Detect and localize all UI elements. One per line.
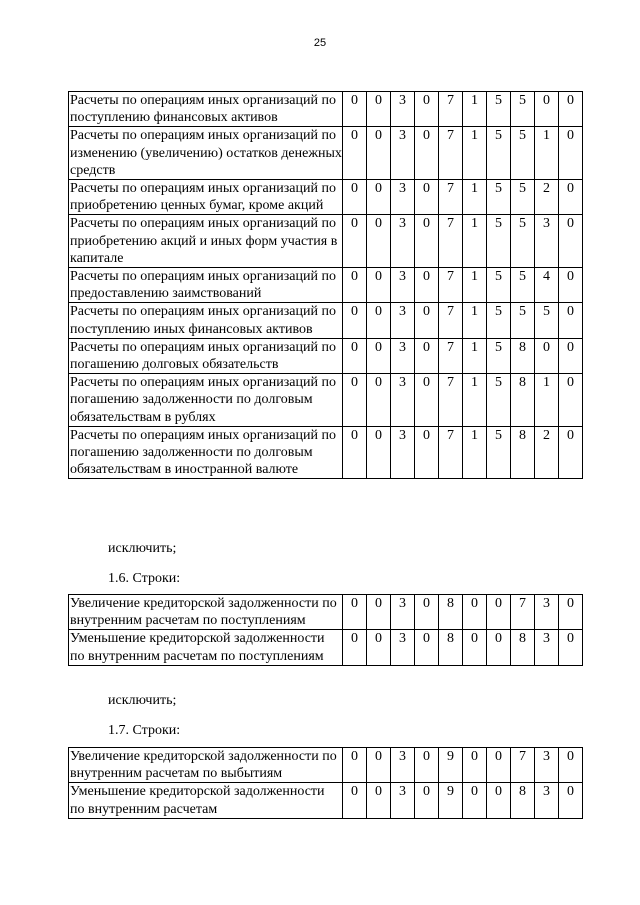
code-digit: 0 (343, 748, 367, 783)
code-digit: 8 (439, 595, 463, 630)
code-digit: 1 (463, 338, 487, 373)
code-digit: 0 (559, 215, 583, 268)
code-digit: 3 (391, 303, 415, 338)
code-digit: 0 (343, 127, 367, 180)
code-digit: 0 (343, 374, 367, 427)
code-digit: 0 (415, 268, 439, 303)
code-digit: 0 (559, 268, 583, 303)
code-digit: 1 (463, 426, 487, 479)
row-label: Расчеты по операциям иных организаций по приобретению ценных бумаг, кроме акций (69, 180, 343, 215)
code-digit: 5 (487, 180, 511, 215)
code-digit: 7 (439, 303, 463, 338)
row-label: Расчеты по операциям иных организаций по погашению задолженности по долговым обязательствам в рублях (69, 374, 343, 427)
code-digit: 3 (391, 426, 415, 479)
code-digit: 9 (439, 748, 463, 783)
table-row (69, 180, 583, 215)
code-digit: 0 (343, 303, 367, 338)
code-digit: 0 (367, 630, 391, 665)
code-digit: 0 (343, 338, 367, 373)
codes-table-3 (68, 747, 583, 819)
code-digit: 3 (391, 215, 415, 268)
code-digit: 7 (439, 215, 463, 268)
code-digit: 5 (511, 303, 535, 338)
code-digit: 3 (391, 595, 415, 630)
code-digit: 0 (559, 180, 583, 215)
row-label: Расчеты по операциям иных организаций по погашению задолженности по долговым обязательствам в иностранной валюте (69, 426, 343, 479)
code-digit: 0 (415, 127, 439, 180)
code-digit: 5 (535, 303, 559, 338)
code-digit: 0 (343, 268, 367, 303)
code-digit: 7 (439, 180, 463, 215)
code-digit: 3 (391, 783, 415, 818)
code-digit: 5 (511, 180, 535, 215)
code-digit: 0 (559, 630, 583, 665)
code-digit: 3 (535, 595, 559, 630)
code-digit: 0 (559, 748, 583, 783)
section-heading-1-6: 1.6. Строки: (108, 571, 181, 586)
code-digit: 0 (343, 215, 367, 268)
code-digit: 8 (511, 374, 535, 427)
code-digit: 3 (535, 783, 559, 818)
code-digit: 8 (511, 338, 535, 373)
code-digit: 0 (415, 338, 439, 373)
code-digit: 0 (367, 303, 391, 338)
row-label: Расчеты по операциям иных организаций по погашению долговых обязательств (69, 338, 343, 373)
code-digit: 0 (367, 338, 391, 373)
code-digit: 3 (391, 127, 415, 180)
code-digit: 3 (391, 338, 415, 373)
code-digit: 0 (487, 783, 511, 818)
code-digit: 0 (367, 215, 391, 268)
row-label: Увеличение кредиторской задолженности по внутренним расчетам по выбытиям (69, 748, 343, 783)
code-digit: 0 (415, 180, 439, 215)
code-digit: 0 (487, 630, 511, 665)
code-digit: 1 (535, 127, 559, 180)
code-digit: 0 (535, 338, 559, 373)
code-digit: 0 (367, 92, 391, 127)
row-label: Расчеты по операциям иных организаций по поступлению финансовых активов (69, 92, 343, 127)
code-digit: 7 (439, 374, 463, 427)
code-digit: 0 (559, 303, 583, 338)
code-digit: 0 (415, 630, 439, 665)
code-digit: 0 (343, 783, 367, 818)
row-label: Уменьшение кредиторской задолженности по внутренним расчетам (69, 783, 343, 818)
code-digit: 0 (343, 92, 367, 127)
code-digit: 0 (559, 426, 583, 479)
code-digit: 0 (463, 595, 487, 630)
code-digit: 0 (487, 748, 511, 783)
code-digit: 0 (487, 595, 511, 630)
table-row (69, 595, 583, 630)
exclude-text-1: исключить; (108, 541, 177, 556)
code-digit: 0 (343, 180, 367, 215)
code-digit: 5 (487, 268, 511, 303)
code-digit: 0 (559, 92, 583, 127)
table-row (69, 127, 583, 180)
code-digit: 5 (487, 215, 511, 268)
code-digit: 3 (391, 92, 415, 127)
table-row (69, 268, 583, 303)
row-label: Расчеты по операциям иных организаций по изменению (увеличению) остатков денежных средств (70, 128, 342, 178)
code-digit: 1 (535, 374, 559, 427)
code-digit: 0 (559, 783, 583, 818)
code-digit: 1 (463, 374, 487, 427)
code-digit: 7 (511, 595, 535, 630)
code-digit: 0 (559, 595, 583, 630)
code-digit: 5 (487, 92, 511, 127)
code-digit: 7 (511, 748, 535, 783)
code-digit: 0 (415, 748, 439, 783)
table-row (69, 338, 583, 373)
code-digit: 2 (535, 426, 559, 479)
code-digit: 0 (463, 783, 487, 818)
code-digit: 0 (559, 374, 583, 427)
codes-table-1 (68, 91, 583, 479)
exclude-text-2: исключить; (108, 693, 177, 708)
code-digit: 1 (463, 303, 487, 338)
code-digit: 0 (343, 630, 367, 665)
code-digit: 1 (463, 92, 487, 127)
code-digit: 0 (367, 748, 391, 783)
code-digit: 1 (463, 268, 487, 303)
codes-table-2 (68, 594, 583, 666)
code-digit: 3 (535, 748, 559, 783)
row-label: Увеличение кредиторской задолженности по внутренним расчетам по поступлениям (69, 595, 343, 630)
code-digit: 5 (487, 338, 511, 373)
code-digit: 8 (511, 630, 535, 665)
code-digit: 5 (511, 127, 535, 180)
code-digit: 0 (367, 180, 391, 215)
code-digit: 3 (535, 630, 559, 665)
code-digit: 0 (367, 783, 391, 818)
code-digit: 0 (367, 595, 391, 630)
row-label: Расчеты по операциям иных организаций по поступлению иных финансовых активов (69, 303, 343, 338)
code-digit: 0 (559, 338, 583, 373)
code-digit: 0 (367, 268, 391, 303)
code-digit: 0 (367, 127, 391, 180)
table-row (69, 374, 583, 427)
code-digit: 9 (439, 783, 463, 818)
code-digit: 0 (415, 374, 439, 427)
code-digit: 4 (535, 268, 559, 303)
row-label: Уменьшение кредиторской задолженности по внутренним расчетам по поступлениям (69, 630, 343, 665)
code-digit: 1 (463, 215, 487, 268)
code-digit: 0 (559, 127, 583, 180)
code-digit: 5 (487, 426, 511, 479)
table-row (69, 303, 583, 338)
code-digit: 0 (343, 426, 367, 479)
page-number: 25 (313, 37, 327, 49)
code-digit: 5 (487, 374, 511, 427)
code-digit: 0 (415, 215, 439, 268)
code-digit: 3 (535, 215, 559, 268)
code-digit: 3 (391, 748, 415, 783)
code-digit: 5 (511, 92, 535, 127)
code-digit: 0 (415, 426, 439, 479)
row-label: Расчеты по операциям иных организаций по предоставлению заимствований (69, 268, 343, 303)
code-digit: 1 (463, 127, 487, 180)
table-row (69, 426, 583, 479)
code-digit: 2 (535, 180, 559, 215)
code-digit: 5 (511, 215, 535, 268)
code-digit: 8 (439, 630, 463, 665)
code-digit: 5 (487, 127, 511, 180)
table-row (69, 630, 583, 665)
code-digit: 5 (487, 303, 511, 338)
table-row (69, 783, 583, 818)
code-digit: 0 (415, 595, 439, 630)
code-digit: 7 (439, 268, 463, 303)
code-digit: 0 (415, 92, 439, 127)
table-row (69, 215, 583, 268)
code-digit: 0 (367, 426, 391, 479)
code-digit: 3 (391, 180, 415, 215)
code-digit: 3 (391, 374, 415, 427)
code-digit: 0 (415, 783, 439, 818)
code-digit: 7 (439, 127, 463, 180)
code-digit: 3 (391, 268, 415, 303)
code-digit: 8 (511, 426, 535, 479)
code-digit: 1 (463, 180, 487, 215)
code-digit: 3 (391, 630, 415, 665)
code-digit: 0 (463, 748, 487, 783)
code-digit: 7 (439, 92, 463, 127)
code-digit: 0 (535, 92, 559, 127)
table-row (69, 748, 583, 783)
code-digit: 8 (511, 783, 535, 818)
code-digit: 7 (439, 338, 463, 373)
code-digit: 0 (367, 374, 391, 427)
code-digit: 0 (415, 303, 439, 338)
code-digit: 5 (511, 268, 535, 303)
row-label: Расчеты по операциям иных организаций по приобретению акций и иных форм участия в капитале (69, 215, 343, 268)
code-digit: 0 (343, 595, 367, 630)
table-row (69, 92, 583, 127)
code-digit: 7 (439, 426, 463, 479)
section-heading-1-7: 1.7. Строки: (108, 723, 181, 738)
code-digit: 0 (463, 630, 487, 665)
